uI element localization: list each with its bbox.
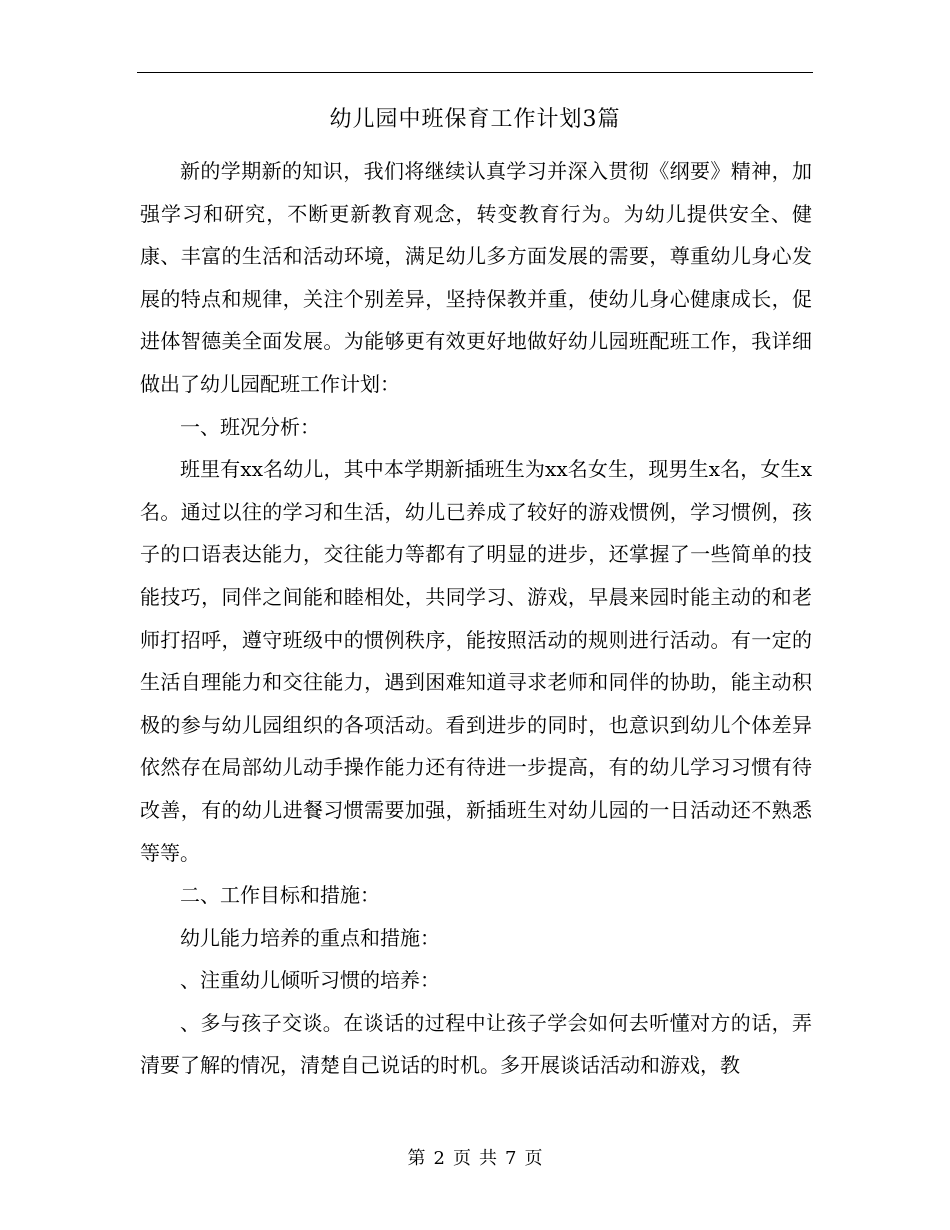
footer-label-unit: 页: [453, 1148, 471, 1169]
footer-total-pages: 7: [505, 1148, 517, 1169]
paragraph-talk-with-children: 、多与孩子交谈。在谈话的过程中让孩子学会如何去听懂对方的话，弄清要了解的情况，清楚自己说话的时机。多开展谈话活动和游戏，教: [140, 1010, 812, 1078]
header-rule: [137, 72, 813, 73]
document-title: 幼儿园中班保育工作计划3篇: [329, 107, 621, 132]
page-footer: [0, 1145, 950, 1173]
subheading-listening-habits: 、注重幼儿倾听习惯的培养：: [180, 968, 440, 993]
heading-goals-measures: 二、工作目标和措施：: [180, 883, 380, 908]
footer-current-page: 2: [433, 1148, 445, 1169]
document-body: [140, 150, 812, 1087]
footer-label-unit2: 页: [524, 1148, 543, 1169]
footer-label-page: 第: [407, 1148, 426, 1169]
paragraph-class-analysis: 班里有xx名幼儿，其中本学期新插班生为xx名女生，现男生x名，女生x名。通过以往的学习和生活，幼儿已养成了较好的游戏惯例，学习惯例，孩子的口语表达能力，交往能力等都有了明显的进步，还掌握了一些简单的技能技巧，同伴之间能和睦相处，共同学习、游戏，早晨来园时能主动的和老师打招呼，遵守班级中的惯例秩序，能按照活动的规则进行活动。有一定的生活自理能力和交往能力，遇到困难知道寻求老师和同伴的协助，能主动积极的参与幼儿园组织的各项活动。看到进步的同时，也意识到幼儿个体差异依然存在局部幼儿动手操作能力还有待进一步提高，有的幼儿学习习惯有待改善，有的幼儿进餐习惯需要加强，新插班生对幼儿园的一日活动还不熟悉等等。: [140, 457, 812, 865]
paragraph-intro: 新的学期新的知识，我们将继续认真学习并深入贯彻《纲要》精神，加强学习和研究，不断更新教育观念，转变教育行为。为幼儿提供安全、健康、丰富的生活和活动环境，满足幼儿多方面发展的需要，尊重幼儿身心发展的特点和规律，关注个别差异，坚持保教并重，使幼儿身心健康成长，促进体智德美全面发展。为能够更有效更好地做好幼儿园班配班工作，我详细做出了幼儿园配班工作计划：: [140, 159, 812, 396]
heading-class-analysis: 一、班况分析：: [180, 414, 320, 439]
footer-label-total: 共: [479, 1148, 497, 1169]
subheading-ability-training: 幼儿能力培养的重点和措施：: [180, 925, 440, 950]
